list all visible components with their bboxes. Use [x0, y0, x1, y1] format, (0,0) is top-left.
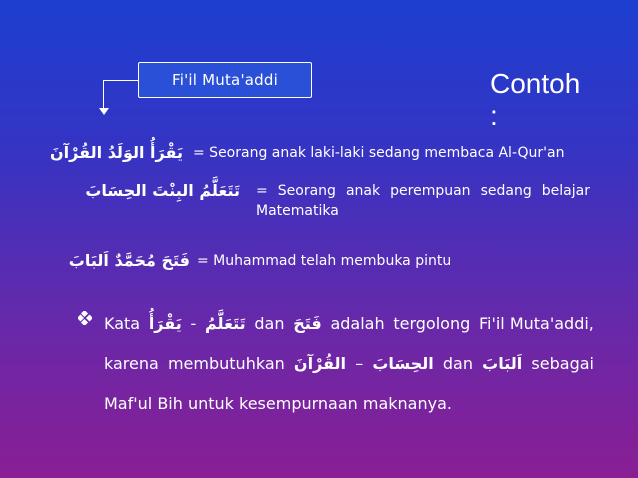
arabic-yaqrau: يَقْرَأُ [148, 314, 182, 333]
example-1-meaning: = Seorang anak laki-laki sedang membaca Al-Qur'an [193, 145, 565, 161]
fiil-mutaaddi-tag [138, 62, 312, 98]
connector-line-vertical [103, 80, 104, 110]
dash: – [355, 354, 364, 373]
meaning-word: perempuan [390, 183, 471, 199]
arabic-alquran: القُرْآنَ [293, 354, 347, 373]
explanation-line-1 [104, 304, 594, 344]
arabic-fataha: فَتَحَ [293, 314, 322, 333]
contoh-label: Contoh [490, 68, 581, 99]
text-membutuhkan: membutuhkan [167, 354, 285, 373]
text-kata: Kata [104, 314, 141, 333]
explanation-line-2 [104, 344, 594, 384]
example-3-meaning: = Muhammad telah membuka pintu [197, 253, 452, 269]
example-2-meaning-line1 [256, 181, 590, 201]
meaning-word: anak [345, 183, 381, 199]
arrow-down-icon [99, 108, 109, 115]
meaning-word: Seorang [277, 183, 336, 199]
arabic-albab: اَلبَابَ [482, 354, 523, 373]
contoh-colon: : [490, 100, 498, 131]
text-fiil-mutaaddi: Fi'il Muta'addi, [478, 314, 594, 333]
text-tergolong: tergolong [393, 314, 471, 333]
diamond-bullet-icon [78, 311, 92, 325]
text-sebagai: sebagai [531, 354, 594, 373]
example-2-meaning-line2: Matematika [256, 203, 339, 219]
dash: - [190, 314, 197, 333]
text-adalah: adalah [330, 314, 385, 333]
contoh-heading [490, 68, 590, 132]
meaning-word: = [256, 183, 268, 199]
text-dan: dan [442, 354, 473, 373]
explanation-line-3: Maf'ul Bih untuk kesempurnaan maknanya. [104, 394, 452, 413]
arabic-alhisab: الحِسَابَ [372, 354, 434, 373]
tag-label: Fi'il Muta'addi [172, 71, 278, 89]
example-3-arabic: فَتَحَ مُحَمَّدٌ اَلبَابَ [68, 251, 190, 270]
text-karena: karena [104, 354, 159, 373]
meaning-word: belajar [541, 183, 590, 199]
meaning-word: sedang [480, 183, 532, 199]
example-2-meaning [256, 181, 590, 221]
text-dan: dan [254, 314, 285, 333]
example-1-arabic: يَقْرَأُ الوَلَدُ القُرْآنَ [50, 143, 183, 162]
connector-line-horizontal [103, 80, 138, 81]
arabic-tataallamu: تَتَعَلَّمُ [205, 314, 246, 333]
explanation-paragraph [104, 304, 594, 424]
example-2-arabic: تَتَعَلَّمُ البِنْتَ الحِسَابَ [85, 181, 240, 200]
